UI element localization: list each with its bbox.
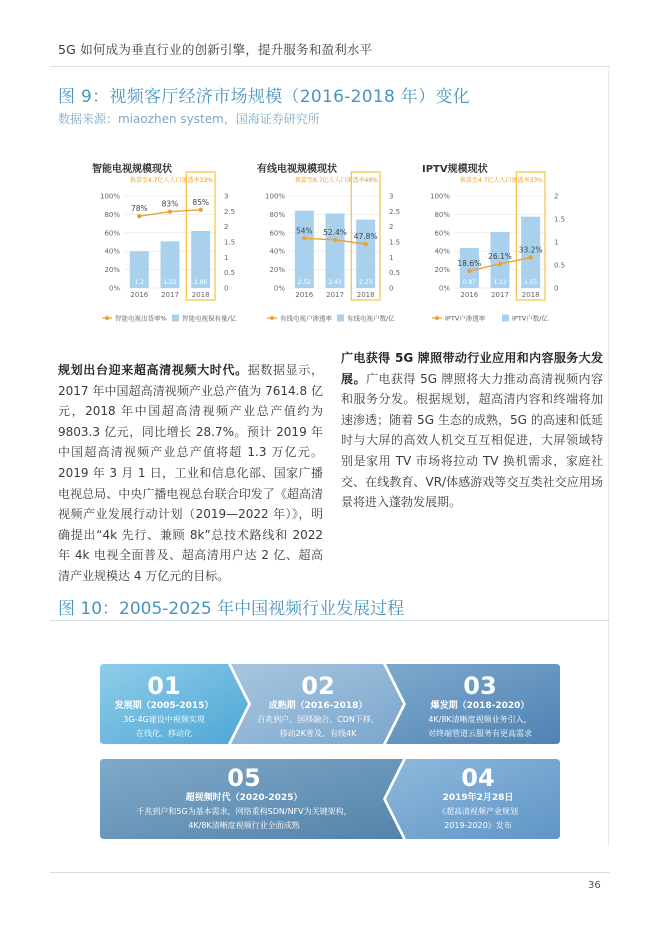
stage-03-desc-line2: 对终端管道云服务有更高需求 bbox=[428, 729, 532, 738]
page-header-title: 5G 如何成为垂直行业的创新引擎，提升服务和盈利水平 bbox=[58, 42, 373, 57]
chart-0-right-tick: 2.5 bbox=[224, 207, 236, 216]
chart-2-point-label: 33.2% bbox=[518, 245, 543, 255]
chart-1-right-tick: 1 bbox=[389, 253, 394, 262]
chart-0-right-tick: 2 bbox=[224, 223, 229, 232]
paragraph-right-body: 广电获得 5G 牌照将大力推动高清视频内容和服务分发。根据规划，超高清内容和终端将加速渗透；随着 5G 生态的成熟，5G 的高速和低延时与大屏的高效人机交互互相促进，大屏领域特别是家用 TV 市场将拉动 TV 换机需求，家庭社交、在线教育、VR/体感游戏等交互类社交应用场景将进入蓬勃发展期。 bbox=[341, 371, 603, 510]
chart-1-title: 有线电视规模现状 bbox=[257, 164, 337, 175]
chart-1-right-tick: 2.5 bbox=[389, 207, 401, 216]
chart-1-point bbox=[302, 236, 306, 240]
chart-2-left-tick: 60% bbox=[434, 229, 450, 238]
chart-1-right-tick: 0 bbox=[389, 284, 394, 293]
chart-2-title: IPTV规模现状 bbox=[422, 164, 488, 175]
chart-2-legend-line-dot bbox=[435, 316, 439, 320]
chart-1-bar-label: 2.23 bbox=[358, 279, 373, 286]
chart-2-left-tick: 100% bbox=[429, 192, 450, 201]
chart-1-bar bbox=[325, 213, 344, 288]
stage-05-desc-line1: 千兆到户和5G为基本需求，网络重构SDN/NFV为关键架构， bbox=[136, 807, 352, 816]
chart-2-x-tick: 2017 bbox=[491, 291, 509, 299]
paragraph-left bbox=[58, 360, 323, 587]
chart-0-bar-label: 1.2 bbox=[134, 279, 145, 286]
chart-2-point-label: 18.6% bbox=[457, 258, 482, 268]
chart-2-legend-bar-label: IPTV户数/亿 bbox=[512, 314, 548, 323]
chart-2-right-tick: 1.5 bbox=[554, 215, 566, 224]
chart-1-point-label: 52.4% bbox=[323, 227, 347, 237]
chart-1-legend-bar-swatch bbox=[337, 315, 344, 322]
chart-1-right-tick: 3 bbox=[389, 192, 394, 201]
footer-divider bbox=[50, 872, 610, 873]
chart-2-right-tick: 0 bbox=[554, 284, 559, 293]
chart-0-right-tick: 0 bbox=[224, 284, 229, 293]
chart-2-legend-bar-swatch bbox=[502, 315, 509, 322]
chart-0-legend-line-label: 智能电视出货率% bbox=[115, 314, 167, 323]
chart-0-point-label: 83% bbox=[161, 199, 179, 209]
chart-1-x-tick: 2018 bbox=[356, 291, 375, 299]
chart-0-right-tick: 1 bbox=[224, 253, 229, 262]
paragraph-left-heading: 规划出台迎来超高清视频大时代。 bbox=[58, 363, 248, 377]
chart-0-x-tick: 2017 bbox=[161, 291, 179, 299]
chart-2-point bbox=[498, 262, 502, 266]
chart-0-legend-bar-label: 智能电视保有量/亿 bbox=[182, 314, 237, 323]
chart-1-x-tick: 2017 bbox=[326, 291, 344, 299]
stage-01-number: 01 bbox=[147, 672, 181, 700]
figure10-title: 图 10：2005-2025 年中国视频行业发展过程 bbox=[58, 599, 405, 619]
stage-01 bbox=[100, 672, 228, 741]
chart-0-left-tick: 100% bbox=[99, 192, 120, 201]
stage-01-name: 发展期（2005-2015） bbox=[114, 701, 214, 711]
chart-1-left-tick: 40% bbox=[269, 247, 285, 256]
chart-0-left-tick: 20% bbox=[104, 266, 120, 275]
chart-0-point bbox=[198, 208, 202, 212]
chart-1-left-tick: 100% bbox=[264, 192, 285, 201]
chart-2-bar-label: 0.87 bbox=[462, 279, 477, 286]
chart-0-legend-bar-swatch bbox=[172, 315, 179, 322]
chart-0-point-label: 85% bbox=[192, 197, 210, 207]
chart-1-note: 换算至6.7亿人人口渗透率48% bbox=[295, 177, 378, 184]
chart-1-right-tick: 0.5 bbox=[389, 269, 401, 278]
chart-2-left-tick: 0% bbox=[438, 284, 450, 293]
chart-1-legend-line-label: 有线电视户渗透率 bbox=[280, 314, 332, 323]
chart-1-legend-bar-label: 有线电视户数/亿 bbox=[347, 314, 395, 323]
stage-02-number: 02 bbox=[301, 672, 335, 700]
chart-2-right-tick: 0.5 bbox=[554, 261, 566, 270]
stage-05 bbox=[104, 764, 384, 833]
figure9-source: 数据来源：miaozhen system，国海证券研究所 bbox=[58, 112, 320, 126]
figure9-title: 图 9：视频客厅经济市场规模（2016-2018 年）变化 bbox=[58, 87, 470, 107]
stage-02 bbox=[248, 672, 388, 741]
stage-05-name: 超视频时代（2020-2025） bbox=[185, 793, 303, 803]
chart-1-right-tick: 2 bbox=[389, 223, 394, 232]
chart-0-bar-label: 1.52 bbox=[163, 279, 177, 286]
paragraph-right bbox=[341, 348, 603, 513]
chart-1-left-tick: 60% bbox=[269, 229, 285, 238]
stage-01-desc-line2: 在线化、移动化 bbox=[136, 729, 192, 738]
chart-0-x-tick: 2016 bbox=[130, 291, 149, 299]
chart-1-x-tick: 2016 bbox=[295, 291, 314, 299]
stage-01-desc-line1: 3G-4G建设中视频实现 bbox=[123, 715, 205, 724]
chart-0-left-tick: 80% bbox=[104, 210, 120, 219]
chart-0-legend-line-dot bbox=[105, 316, 109, 320]
chart-1-point-label: 54% bbox=[295, 226, 313, 236]
figure10-divider bbox=[50, 620, 610, 621]
chart-2-bar-label: 1.22 bbox=[493, 279, 507, 286]
chart-2-point bbox=[528, 255, 532, 259]
right-margin-line bbox=[608, 66, 609, 846]
chart-2-right-tick: 1 bbox=[554, 238, 559, 247]
chart-2-left-tick: 80% bbox=[434, 210, 450, 219]
stage-03-desc-line1: 4K/8K清晰度视频业务引入， bbox=[428, 715, 532, 724]
chart-1-right-tick: 1.5 bbox=[389, 238, 401, 247]
stage-05-desc-line2: 4K/8K清晰度视频行业全面成熟 bbox=[188, 821, 300, 830]
chart-0-point bbox=[168, 209, 172, 213]
chart-0-left-tick: 40% bbox=[104, 247, 120, 256]
stage-04-name: 2019年2月28日 bbox=[442, 793, 514, 803]
stage-04-number: 04 bbox=[461, 764, 495, 792]
chart-1-point-label: 47.8% bbox=[353, 232, 378, 242]
chart-1-point bbox=[363, 242, 367, 246]
chart-0-point-label: 78% bbox=[130, 204, 148, 214]
chart-1-bar bbox=[295, 211, 314, 288]
stage-04 bbox=[400, 764, 556, 833]
chart-2-x-tick: 2016 bbox=[460, 291, 479, 299]
chart-2-right-tick: 2 bbox=[554, 192, 559, 201]
chart-0-left-tick: 0% bbox=[108, 284, 120, 293]
header-divider bbox=[50, 66, 610, 67]
figure9-charts bbox=[86, 160, 576, 330]
chart-0-title: 智能电视规模现状 bbox=[92, 164, 172, 175]
chart-1-point bbox=[333, 238, 337, 242]
chart-0-note: 换算至4.7亿人人口渗透率33% bbox=[130, 177, 213, 184]
chart-1-bar-label: 2.52 bbox=[297, 279, 312, 286]
stage-02-desc-line1: 百兆到户、国移融合、CDN下移、 bbox=[257, 715, 379, 724]
chart-0-right-tick: 1.5 bbox=[224, 238, 236, 247]
chart-2-left-tick: 20% bbox=[434, 266, 450, 275]
chart-2-bar-label: 1.55 bbox=[523, 279, 538, 286]
chart-2-point-label: 26.1% bbox=[488, 251, 512, 261]
stage-02-desc-line2: 移动2K普及、有线4K bbox=[279, 729, 357, 738]
chart-0-point bbox=[137, 214, 141, 218]
stage-05-number: 05 bbox=[227, 764, 261, 792]
stage-03-number: 03 bbox=[463, 672, 497, 700]
chart-2-x-tick: 2018 bbox=[521, 291, 540, 299]
paragraph-left-body: 据数据显示，2017 年中国超高清视频产业总产值为 7614.8 亿元，2018 年中国超高清视频产业总产值约为 9803.3 亿元，同比增长 28.7%。预计 2019 年中国超高清视频产业总产值将超 1.3 万亿元。2019 年 3 月 1 日，工业和信息化部、国家广播电视总局、中央广播电视总台联合印发了《超高清视频产业发展行动计划（2019—2022 年）》，明确提出“4k 先行、兼顾 8k”总技术路线和 2022 年 4k 电视全面普及、超高清用户达 2 亿、超高清产业规模达 4 万亿元的目标。 bbox=[58, 363, 323, 583]
stage-04-desc-line2: 2019-2020》发布 bbox=[444, 821, 512, 830]
chart-0-right-tick: 0.5 bbox=[224, 269, 236, 278]
chart-1-left-tick: 80% bbox=[269, 210, 285, 219]
chart-2-left-tick: 40% bbox=[434, 247, 450, 256]
development-timeline bbox=[100, 664, 560, 839]
chart-0-x-tick: 2018 bbox=[191, 291, 210, 299]
paragraph-right-heading: 广电获得 5G 牌照带动行业应用和内容服务大发展。 bbox=[341, 351, 603, 386]
chart-2-point bbox=[467, 269, 471, 273]
chart-1-legend-line-dot bbox=[270, 316, 274, 320]
chart-0-bar-label: 1.86 bbox=[193, 279, 208, 286]
stage-03-name: 爆发期（2018-2020） bbox=[430, 701, 530, 711]
chart-2-legend-line-label: IPTV户渗透率 bbox=[445, 314, 486, 323]
chart-2-note: 换算至4.7亿人人口渗透率33% bbox=[460, 177, 543, 184]
chart-1-left-tick: 0% bbox=[273, 284, 285, 293]
chart-1-bar-label: 2.43 bbox=[328, 279, 342, 286]
stage-02-name: 成熟期（2016-2018） bbox=[268, 701, 368, 711]
chart-0-right-tick: 3 bbox=[224, 192, 229, 201]
chart-1-bar bbox=[356, 220, 375, 288]
chart-0-left-tick: 60% bbox=[104, 229, 120, 238]
chart-1-left-tick: 20% bbox=[269, 266, 285, 275]
page-number: 36 bbox=[588, 880, 601, 891]
stage-04-desc-line1: 《超高清视频产业规划 bbox=[438, 807, 518, 816]
stage-03 bbox=[404, 672, 556, 741]
